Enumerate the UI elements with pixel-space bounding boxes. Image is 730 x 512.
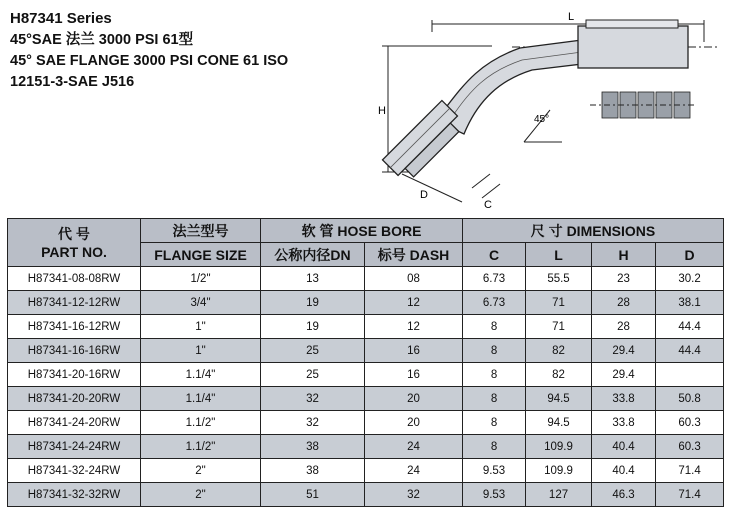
cell-h: 46.3 xyxy=(592,483,656,507)
cell-d: 44.4 xyxy=(656,315,724,339)
table-row xyxy=(8,459,724,483)
cell-dn: 38 xyxy=(261,435,365,459)
cell-part: H87341-24-24RW xyxy=(8,435,141,459)
table-row xyxy=(8,291,724,315)
cell-dash: 24 xyxy=(365,459,463,483)
cell-d: 38.1 xyxy=(656,291,724,315)
series-title: H87341 Series xyxy=(10,10,112,27)
cell-d: 30.2 xyxy=(656,267,724,291)
cell-l: 82 xyxy=(526,363,592,387)
flange-head xyxy=(383,101,466,184)
label-L: L xyxy=(568,11,575,23)
dim-D-line xyxy=(402,174,462,202)
cell-flange: 2" xyxy=(141,459,261,483)
cell-l: 71 xyxy=(526,315,592,339)
cell-dn: 25 xyxy=(261,363,365,387)
cell-l: 82 xyxy=(526,339,592,363)
cell-dn: 32 xyxy=(261,387,365,411)
cell-part: H87341-16-12RW xyxy=(8,315,141,339)
header-part-no xyxy=(8,219,141,267)
cell-c: 8 xyxy=(463,339,526,363)
cell-d: 60.3 xyxy=(656,435,724,459)
cell-dash: 24 xyxy=(365,435,463,459)
header-flange-size: FLANGE SIZE xyxy=(141,243,261,267)
table-row xyxy=(8,267,724,291)
spec-table xyxy=(7,218,724,507)
dim-C-line xyxy=(472,174,490,188)
cell-h: 40.4 xyxy=(592,435,656,459)
cell-l: 109.9 xyxy=(526,435,592,459)
header-flange-cn: 法兰型号 xyxy=(141,219,261,243)
cell-flange: 1.1/4" xyxy=(141,363,261,387)
cell-dn: 13 xyxy=(261,267,365,291)
cell-part: H87341-32-24RW xyxy=(8,459,141,483)
cell-part: H87341-24-20RW xyxy=(8,411,141,435)
cell-dash: 20 xyxy=(365,411,463,435)
header-hose-bore: 软 管 HOSE BORE xyxy=(261,219,463,243)
cell-l: 94.5 xyxy=(526,411,592,435)
header-l: L xyxy=(526,243,592,267)
label-H: H xyxy=(378,105,386,117)
header-c: C xyxy=(463,243,526,267)
cell-l: 71 xyxy=(526,291,592,315)
bent-tube-body xyxy=(434,40,582,134)
cell-flange: 1" xyxy=(141,339,261,363)
cell-l: 94.5 xyxy=(526,387,592,411)
cell-part: H87341-08-08RW xyxy=(8,267,141,291)
table-row xyxy=(8,411,724,435)
header-d: D xyxy=(656,243,724,267)
cell-flange: 1.1/2" xyxy=(141,435,261,459)
cell-l: 127 xyxy=(526,483,592,507)
cell-dn: 25 xyxy=(261,339,365,363)
subtitle-chinese: 45°SAE 法兰 3000 PSI 61型 xyxy=(10,32,194,48)
cell-c: 8 xyxy=(463,363,526,387)
cell-d: 71.4 xyxy=(656,483,724,507)
cell-flange: 1" xyxy=(141,315,261,339)
cell-dn: 19 xyxy=(261,291,365,315)
cell-part: H87341-12-12RW xyxy=(8,291,141,315)
cell-h: 28 xyxy=(592,315,656,339)
cell-l: 109.9 xyxy=(526,459,592,483)
cell-flange: 1.1/4" xyxy=(141,387,261,411)
dim-C-line-2 xyxy=(482,184,500,198)
table-row xyxy=(8,435,724,459)
cell-c: 6.73 xyxy=(463,291,526,315)
ferrule xyxy=(578,26,688,68)
cell-l: 55.5 xyxy=(526,267,592,291)
cell-flange: 3/4" xyxy=(141,291,261,315)
cell-h: 28 xyxy=(592,291,656,315)
cell-d: 44.4 xyxy=(656,339,724,363)
cell-dn: 19 xyxy=(261,315,365,339)
table-row xyxy=(8,483,724,507)
cell-h: 29.4 xyxy=(592,363,656,387)
cell-c: 9.53 xyxy=(463,459,526,483)
header-part-no-en: PART NO. xyxy=(41,243,107,260)
cell-h: 33.8 xyxy=(592,411,656,435)
cell-dn: 51 xyxy=(261,483,365,507)
cell-dash: 16 xyxy=(365,363,463,387)
label-D: D xyxy=(420,189,428,201)
cell-c: 9.53 xyxy=(463,483,526,507)
header-part-no-cn: 代 号 xyxy=(58,225,90,242)
cell-dash: 20 xyxy=(365,387,463,411)
cell-part: H87341-32-32RW xyxy=(8,483,141,507)
cell-c: 8 xyxy=(463,315,526,339)
cell-dash: 12 xyxy=(365,315,463,339)
cell-dash: 16 xyxy=(365,339,463,363)
cell-d: 60.3 xyxy=(656,411,724,435)
cell-dn: 38 xyxy=(261,459,365,483)
cell-c: 8 xyxy=(463,387,526,411)
header-dash: 标号 DASH xyxy=(365,243,463,267)
cell-d: 50.8 xyxy=(656,387,724,411)
label-C: C xyxy=(484,199,492,211)
header-h: H xyxy=(592,243,656,267)
cell-dash: 08 xyxy=(365,267,463,291)
title-block xyxy=(10,8,288,93)
cell-h: 33.8 xyxy=(592,387,656,411)
label-angle: 45° xyxy=(534,114,550,125)
table-row xyxy=(8,315,724,339)
cell-dash: 12 xyxy=(365,291,463,315)
ferrule-lip xyxy=(586,20,678,28)
header-dn: 公称内径DN xyxy=(261,243,365,267)
cell-h: 29.4 xyxy=(592,339,656,363)
cell-part: H87341-20-16RW xyxy=(8,363,141,387)
cell-flange: 1.1/2" xyxy=(141,411,261,435)
cell-h: 23 xyxy=(592,267,656,291)
subtitle-english-1: 45° SAE FLANGE 3000 PSI CONE 61 ISO xyxy=(10,53,289,69)
subtitle-english-2: 12151-3-SAE J516 xyxy=(10,74,135,90)
cell-part: H87341-20-20RW xyxy=(8,387,141,411)
cell-h: 40.4 xyxy=(592,459,656,483)
cell-d: 71.4 xyxy=(656,459,724,483)
cell-flange: 2" xyxy=(141,483,261,507)
cell-d xyxy=(656,363,724,387)
cell-flange: 1/2" xyxy=(141,267,261,291)
table-row xyxy=(8,339,724,363)
cell-dash: 32 xyxy=(365,483,463,507)
fitting-drawing xyxy=(372,2,728,214)
cell-c: 6.73 xyxy=(463,267,526,291)
header-dimensions: 尺 寸 DIMENSIONS xyxy=(463,219,724,243)
table-row xyxy=(8,387,724,411)
cell-c: 8 xyxy=(463,411,526,435)
cell-dn: 32 xyxy=(261,411,365,435)
cell-part: H87341-16-16RW xyxy=(8,339,141,363)
cell-c: 8 xyxy=(463,435,526,459)
table-row xyxy=(8,363,724,387)
